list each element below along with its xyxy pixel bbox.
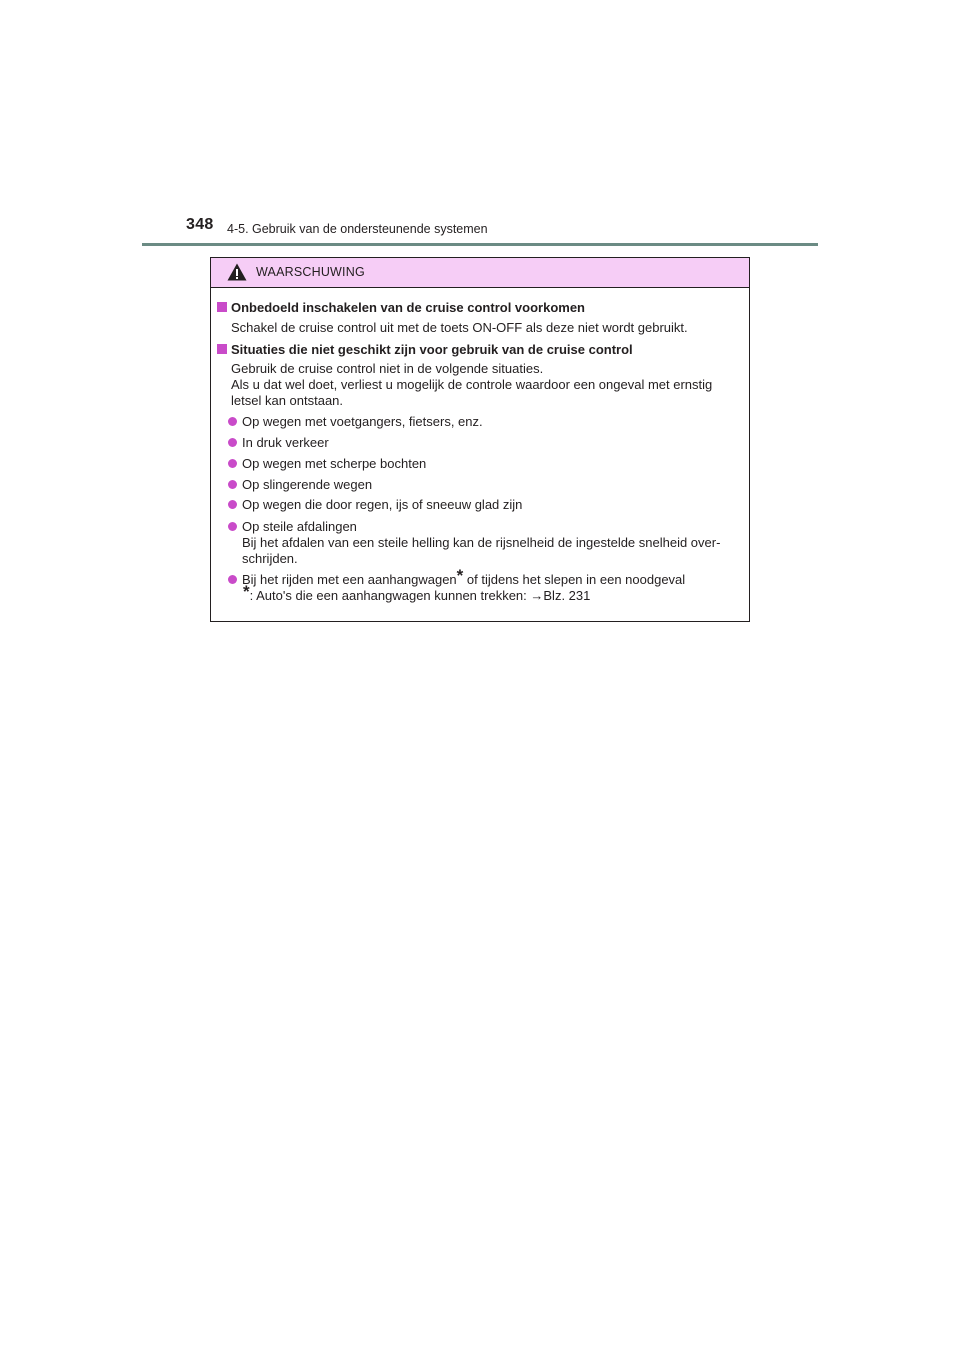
list-item-subtext: schrijden. xyxy=(242,551,298,566)
list-item-text-end: of tijdens het slepen in een noodgeval xyxy=(463,572,686,587)
round-bullet-icon xyxy=(228,522,237,531)
section-text-line: Gebruik de cruise control niet in de volgende situaties. xyxy=(231,361,544,376)
section-title: 4-5. Gebruik van de ondersteunende systemen xyxy=(227,222,488,236)
footnote xyxy=(243,582,591,604)
section-text-line: letsel kan ontstaan. xyxy=(231,393,344,408)
list-item xyxy=(228,497,522,513)
round-bullet-icon xyxy=(228,480,237,489)
list-item-text: Op steile afdalingen xyxy=(242,519,357,534)
list-item-subtext: Bij het afdalen van een steile helling kan de rijsnelheid de ingestelde snelheid over- xyxy=(242,535,721,550)
heading-text: Situaties die niet geschikt zijn voor gebruik van de cruise control xyxy=(231,342,633,357)
list-item xyxy=(228,477,372,493)
section-text-line: Als u dat wel doet, verliest u mogelijk de controle waardoor een ongeval met ernstig xyxy=(231,377,713,392)
list-item xyxy=(228,414,483,430)
list-item xyxy=(228,456,426,472)
section-heading xyxy=(217,300,585,315)
square-bullet-icon xyxy=(217,344,227,354)
list-item-text: Op wegen met voetgangers, fietsers, enz. xyxy=(242,414,483,429)
round-bullet-icon xyxy=(228,459,237,468)
asterisk-marker: * xyxy=(243,582,250,601)
round-bullet-icon xyxy=(228,575,237,584)
warning-title: WAARSCHUWING xyxy=(256,265,365,279)
round-bullet-icon xyxy=(228,500,237,509)
warning-triangle-icon xyxy=(227,263,247,281)
round-bullet-icon xyxy=(228,417,237,426)
asterisk-marker: * xyxy=(456,566,464,585)
header-rule xyxy=(142,243,818,246)
list-item-text: Op slingerende wegen xyxy=(242,477,373,492)
list-item xyxy=(228,519,720,567)
warning-box xyxy=(210,257,750,622)
page-reference-link[interactable]: Blz. 231 xyxy=(543,588,591,603)
section-text: Schakel de cruise control uit met de toets ON-OFF als deze niet wordt gebruikt. xyxy=(231,320,688,335)
list-item-text: Op wegen die door regen, ijs of sneeuw glad zijn xyxy=(242,497,523,512)
list-item-text: In druk verkeer xyxy=(242,435,329,450)
warning-header xyxy=(211,258,749,288)
list-item xyxy=(228,566,686,588)
list-item xyxy=(228,435,329,451)
heading-text: Onbedoeld inschakelen van de cruise control voorkomen xyxy=(231,300,585,315)
square-bullet-icon xyxy=(217,302,227,312)
round-bullet-icon xyxy=(228,438,237,447)
page-number: 348 xyxy=(186,216,214,233)
section-heading xyxy=(217,342,633,357)
footnote-text: : Auto's die een aanhangwagen kunnen trekken: xyxy=(249,588,531,603)
list-item-text: Bij het rijden met een aanhangwagen xyxy=(242,572,457,587)
arrow-right-icon: → xyxy=(530,588,544,603)
list-item-text: Op wegen met scherpe bochten xyxy=(242,456,427,471)
